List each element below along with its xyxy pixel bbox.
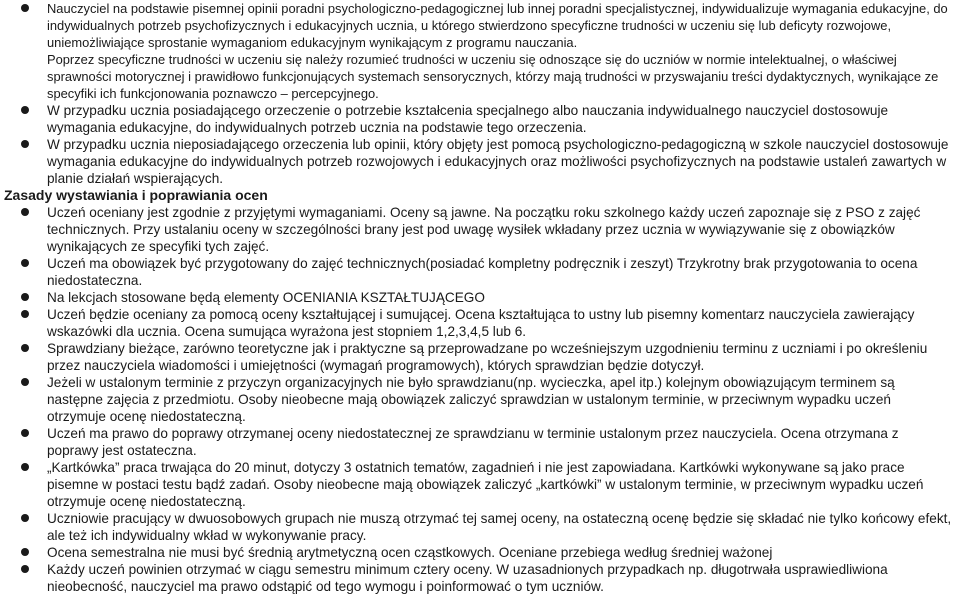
bullet-icon <box>21 310 29 318</box>
section-heading: Zasady wystawiania i poprawiania ocen <box>4 187 268 203</box>
list-item <box>0 51 960 102</box>
list-item <box>0 374 960 425</box>
list-item <box>0 425 960 459</box>
list-item <box>0 255 960 289</box>
bullet-icon <box>21 463 29 471</box>
list-item-text: Uczeń ma obowiązek być przygotowany do zajęć technicznych(posiadać kompletny podręcznik i zeszyt) Trzykrotny brak przygotowania to ocena niedostateczna. <box>47 256 918 288</box>
bullet-icon <box>21 259 29 267</box>
bullet-icon <box>21 293 29 301</box>
bullet-icon <box>21 429 29 437</box>
list-item-text: Uczeń będzie oceniany za pomocą oceny kształtującej i sumującej. Ocena kształtująca to ustny lub pisemny komentarz nauczyciela zawierający wskazówki dla ucznia. Ocena sumująca wyrażona jest stopniem 1,2,3,4,5 lub 6. <box>47 307 915 339</box>
list-item <box>0 561 960 595</box>
list-item-text: Nauczyciel na podstawie pisemnej opinii poradni psychologiczno-pedagogicznej lub innej poradni specjalistycznej, indywidualizuje wymagania edukacyjne, do indywidualnych potrzeb psychofizycznych i edukacyjnych ucznia, u którego stwierdzono specyficzne trudności w uczeniu się lub deficyty rozwojowe, uniemożliwiające sprostanie wymaganiom edukacyjnym wynikającym z programu nauczania. <box>47 1 948 50</box>
bullet-icon <box>21 106 29 114</box>
bullet-icon <box>21 514 29 522</box>
list-item <box>0 289 960 306</box>
bullet-icon <box>21 208 29 216</box>
list-item-text: Uczeń ma prawo do poprawy otrzymanej oceny niedostatecznej ze sprawdzianu w terminie ustalonym przez nauczyciela. Ocena otrzymana z poprawy jest ostateczna. <box>47 426 899 458</box>
list-item <box>0 0 960 51</box>
bullet-icon <box>21 344 29 352</box>
list-item <box>0 544 960 561</box>
list-item-text: Uczniowie pracujący w dwuosobowych grupach nie muszą otrzymać tej samej oceny, na ostateczną ocenę będzie się składać nie tylko końcowy efekt, ale też ich indywidualny wkład w wykonywanie pracy. <box>47 511 952 543</box>
list-item <box>0 340 960 374</box>
list-item <box>0 306 960 340</box>
list-item <box>0 204 960 255</box>
list-item-text: Poprzez specyficzne trudności w uczeniu się należy rozumieć trudności w uczeniu się odnoszące się do uczniów w normie intelektualnej, o właściwej sprawności motorycznej i prawidłowo funkcjonujących systemach sensorycznych, którzy mają trudności w przyswajaniu treści dydaktycznych, wynikające ze specyfiki ich funkcjonowania poznawczo – percepcyjnego. <box>47 52 939 101</box>
list-item <box>0 136 960 187</box>
list-item <box>0 102 960 136</box>
list-item-text: Każdy uczeń powinien otrzymać w ciągu semestru minimum cztery oceny. W uzasadnionych przypadkach np. długotrwała usprawiedliwiona nieobecność, nauczyciel ma prawo odstąpić od tego wymogu i poinformować o tym uczniów. <box>47 562 888 594</box>
bullet-icon <box>21 140 29 148</box>
list-item-text: Na lekcjach stosowane będą elementy OCENIANIA KSZTAŁTUJĄCEGO <box>47 290 485 305</box>
list-item-text: Uczeń oceniany jest zgodnie z przyjętymi wymaganiami. Oceny są jawne. Na początku roku szkolnego każdy uczeń zapoznaje się z PSO z zajęć technicznych. Przy ustalaniu oceny w szczególności brany jest pod uwagę wysiłek wkładany przez ucznia w wywiązywanie się z obowiązków wynikających ze specyfiki tych zajęć. <box>47 205 921 254</box>
bullet-icon <box>21 378 29 386</box>
section-individualization-list <box>0 0 960 187</box>
list-item-text: Ocena semestralna nie musi być średnią arytmetyczną ocen cząstkowych. Oceniane przebiega według średniej ważonej <box>47 545 773 560</box>
bullet-icon <box>21 565 29 573</box>
list-item-text: W przypadku ucznia nieposiadającego orzeczenia lub opinii, który objęty jest pomocą psychologiczno-pedagogiczną w szkole nauczyciel dostosowuje wymagania edukacyjne do indywidualnych potrzeb rozwojowych i edukacyjnych oraz możliwości psychofizycznych na podstawie ustaleń zawartych w planie działań wspierających. <box>47 137 949 186</box>
list-item-text: W przypadku ucznia posiadającego orzeczenie o potrzebie kształcenia specjalnego albo nauczania indywidualnego nauczyciel dostosowuje wymagania edukacyjne, do indywidualnych potrzeb ucznia na podstawie tego orzeczenia. <box>47 103 889 135</box>
list-item-text: Sprawdziany bieżące, zarówno teoretyczne jak i praktyczne są przeprowadzane po wcześniejszym uzgodnieniu terminu z uczniami i po określeniu przez nauczyciela wiadomości i umiejętności (wymagań programowych), których sprawdzian będzie dotyczył. <box>47 341 928 373</box>
list-item-text: Jeżeli w ustalonym terminie z przyczyn organizacyjnych nie było sprawdzianu(np. wycieczka, apel itp.) kolejnym obowiązującym terminem są następne zajęcia z przedmiotu. Osoby nieobecne mają obowiązek zaliczyć sprawdzian w ustalonym terminie, w przeciwnym wypadku uczeń otrzymuje ocenę niedostateczną. <box>47 375 895 424</box>
list-item <box>0 459 960 510</box>
grading-rules-list <box>0 204 960 595</box>
list-item <box>0 510 960 544</box>
bullet-icon <box>21 4 29 12</box>
bullet-icon <box>21 548 29 556</box>
list-item-text: „Kartkówka” praca trwająca do 20 minut, dotyczy 3 ostatnich tematów, zagadnień i nie jest zapowiadana. Kartkówki wykonywane są jako prace pisemne w postaci testu bądź zadań. Osoby nieobecne mają obowiązek zaliczyć „kartkówki” w ustalonym terminie, w przeciwnym wypadku uczeń otrzymuje ocenę niedostateczną. <box>47 460 924 509</box>
